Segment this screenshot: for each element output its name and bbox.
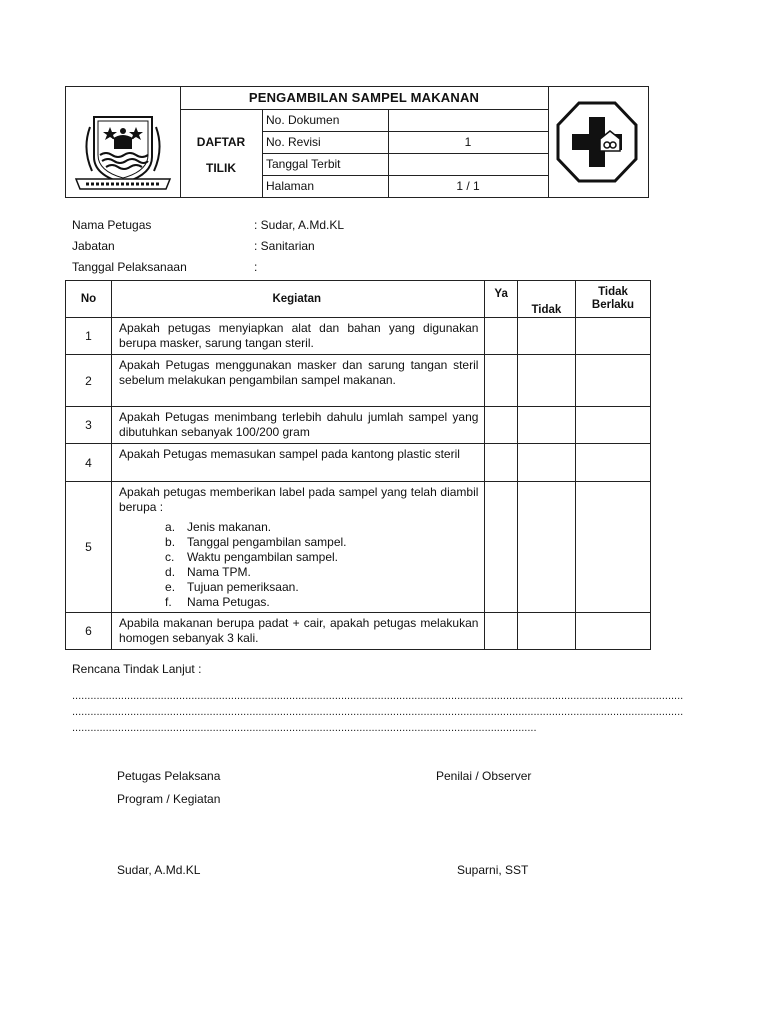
checklist-table (65, 280, 651, 650)
table-header-row (66, 281, 651, 318)
signature-right-role: Penilai / Observer (436, 769, 532, 783)
check-tidak-cell[interactable] (517, 407, 575, 444)
row-kegiatan (112, 318, 485, 355)
table-row (66, 613, 651, 650)
row-text: Apakah Petugas memasukan sampel pada kantong plastic steril (119, 447, 460, 461)
signature-left-role-2: Program / Kegiatan (117, 792, 221, 806)
info-value-nama-petugas: : Sudar, A.Md.KL (254, 218, 345, 232)
meta-value: 1 (464, 135, 472, 149)
header-kegiatan: Kegiatan (112, 281, 485, 318)
table-row (66, 355, 651, 407)
rencana-tindak-lanjut-label: Rencana Tindak Lanjut : (72, 662, 202, 676)
row-text: Apakah Petugas menimbang terlebih dahulu jumlah sampel yang dibutuhkan sebanyak 100/200 gram (119, 410, 479, 439)
row-no: 6 (66, 613, 112, 650)
info-label-nama-petugas: Nama Petugas (72, 218, 152, 232)
signature-right-name: Suparni, SST (457, 863, 529, 877)
meta-row-halaman (263, 176, 548, 197)
rencana-line-1[interactable]: ........................................................................................................................................................................................................ (72, 690, 684, 702)
row-kegiatan (112, 482, 485, 613)
check-tidak-berlaku-cell[interactable] (575, 318, 650, 355)
meta-row-no-revisi (263, 132, 548, 154)
meta-label: Tanggal Terbit (266, 157, 341, 171)
document-header (65, 86, 649, 198)
check-tidak-cell[interactable] (517, 318, 575, 355)
header-ya: Ya (485, 281, 517, 318)
row-no: 2 (66, 355, 112, 407)
signature-left-name: Sudar, A.Md.KL (117, 863, 201, 877)
list-item: a. Jenis makanan. (165, 520, 272, 534)
header-no: No (66, 281, 112, 318)
puskesmas-cross-icon (548, 87, 648, 197)
check-ya-cell[interactable] (485, 355, 517, 407)
info-value-tanggal-pelaksanaan: : (254, 260, 258, 274)
row-no: 1 (66, 318, 112, 355)
check-ya-cell[interactable] (485, 318, 517, 355)
regency-crest-icon (66, 87, 180, 197)
puskesmas-logo (548, 87, 648, 197)
check-tidak-cell[interactable] (517, 482, 575, 613)
header-tidak: Tidak (517, 281, 575, 318)
list-item: b. Tanggal pengambilan sampel. (165, 535, 347, 549)
check-ya-cell[interactable] (485, 613, 517, 650)
meta-label: Halaman (266, 179, 315, 193)
header-tidak-berlaku: Tidak Berlaku (575, 281, 650, 318)
list-item: c. Waktu pengambilan sampel. (165, 550, 339, 564)
info-label-jabatan: Jabatan (72, 239, 115, 253)
daftar-label: DAFTAR (196, 135, 246, 149)
row-kegiatan (112, 613, 485, 650)
table-row (66, 482, 651, 613)
row-kegiatan (112, 407, 485, 444)
meta-label: No. Dokumen (266, 113, 340, 127)
check-tidak-berlaku-cell[interactable] (575, 482, 650, 613)
info-value-jabatan: : Sanitarian (254, 239, 315, 253)
check-tidak-cell[interactable] (517, 444, 575, 482)
row-text: Apakah petugas menyiapkan alat dan bahan yang digunakan berupa masker, sarung tangan steril. (119, 321, 479, 350)
meta-value: 1 / 1 (456, 179, 480, 193)
list-item: e. Tujuan pemeriksaan. (165, 580, 299, 594)
list-item: d. Nama TPM. (165, 565, 251, 579)
signature-left-role: Petugas Pelaksana (117, 769, 221, 783)
rencana-line-3[interactable]: ........................................................................................................................................................ (72, 722, 537, 734)
check-tidak-cell[interactable] (517, 613, 575, 650)
check-tidak-berlaku-cell[interactable] (575, 444, 650, 482)
meta-row-no-dokumen (263, 110, 548, 132)
daftar-tilik-label (180, 110, 263, 197)
table-row (66, 444, 651, 482)
check-tidak-cell[interactable] (517, 355, 575, 407)
row-no: 3 (66, 407, 112, 444)
header-middle (180, 87, 549, 197)
regency-crest-logo (66, 87, 181, 197)
check-ya-cell[interactable] (485, 482, 517, 613)
row-text: Apabila makanan berupa padat + cair, apakah petugas melakukan homogen sebanyak 3 kali. (119, 616, 479, 645)
row-kegiatan (112, 444, 485, 482)
check-ya-cell[interactable] (485, 407, 517, 444)
document-title: PENGAMBILAN SAMPEL MAKANAN (180, 87, 548, 110)
meta-label: No. Revisi (266, 135, 321, 149)
row-text: Apakah Petugas menggunakan masker dan sarung tangan steril sebelum melakukan pengambilan sampel makanan. (119, 358, 479, 387)
check-tidak-berlaku-cell[interactable] (575, 407, 650, 444)
check-tidak-berlaku-cell[interactable] (575, 355, 650, 407)
row-kegiatan (112, 355, 485, 407)
table-row (66, 318, 651, 355)
label-options-list (115, 520, 478, 610)
info-label-tanggal-pelaksanaan: Tanggal Pelaksanaan (72, 260, 187, 274)
tilik-label: TILIK (206, 161, 236, 175)
row-no: 4 (66, 444, 112, 482)
rencana-line-2[interactable]: ........................................................................................................................................................................................................ (72, 706, 684, 718)
check-ya-cell[interactable] (485, 444, 517, 482)
table-row (66, 407, 651, 444)
row-text: Apakah petugas memberikan label pada sampel yang telah diambil berupa : (119, 485, 479, 514)
row-no: 5 (66, 482, 112, 613)
check-tidak-berlaku-cell[interactable] (575, 613, 650, 650)
meta-row-tanggal-terbit (263, 154, 548, 176)
list-item: f. Nama Petugas. (165, 595, 270, 609)
